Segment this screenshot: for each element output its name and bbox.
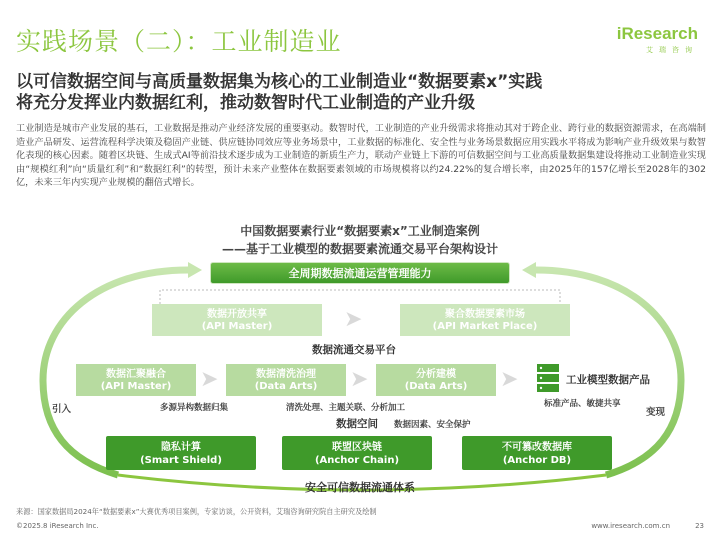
- data-open-share-box: [152, 304, 322, 336]
- data-aggregation-name: 数据汇聚融合: [106, 369, 166, 380]
- data-cleaning-en: (Data Arts): [254, 381, 318, 392]
- import-label: 引入: [52, 404, 72, 415]
- alliance-blockchain-name: 联盟区块链: [332, 442, 382, 453]
- diagram-subtitle: ——基于工业模型的数据要素流通交易平台架构设计: [221, 242, 498, 256]
- data-open-share-en: (API Master): [201, 321, 273, 332]
- diagram-title: 中国数据要素行业“数据要素x”工业制造案例: [240, 224, 480, 238]
- subtitle-line-1: 以可信数据空间与高质量数据集为核心的工业制造业“数据要素x”实践: [16, 72, 543, 92]
- privacy-computing-en: (Smart Shield): [140, 455, 222, 466]
- data-market-box: [400, 304, 570, 336]
- standard-product-label: 标准产品、敏捷共享: [544, 399, 621, 409]
- monetize-label: 变现: [646, 407, 666, 418]
- database-icon: [535, 362, 561, 394]
- platform-label: 数据流通交易平台: [312, 344, 396, 356]
- alliance-blockchain-en: (Anchor Chain): [314, 455, 400, 466]
- cleaning-process-label: 清洗处理、主题关联、分析加工: [286, 403, 406, 413]
- arrow-right-icon: ➤: [350, 367, 369, 392]
- data-open-share-name: 数据开放共享: [207, 309, 267, 320]
- data-cleaning-name: 数据清洗治理: [256, 369, 316, 380]
- analysis-modeling-box: [376, 364, 496, 396]
- website-link[interactable]: www.iresearch.com.cn: [591, 522, 670, 530]
- source-note: 来源：国家数据局2024年“数据要素x”大赛优秀项目案例，专家访谈，公开资料，艾瑞咨询研究院自主研究及绘制: [16, 507, 377, 516]
- arrow-right-icon: ➤: [200, 367, 219, 392]
- subtitle-line-2: 将充分发挥业内数据红利，推动数智时代工业制造的产业升级: [16, 93, 475, 113]
- immutable-db-name: 不可篡改数据库: [502, 442, 572, 453]
- iresearch-logo: [608, 24, 698, 55]
- page-number: 23: [695, 522, 704, 530]
- lifecycle-management-bar: 全周期数据流通运营管理能力: [210, 262, 510, 284]
- data-space-label: 数据空间: [336, 418, 378, 430]
- logo-brand: iResearch: [616, 24, 698, 43]
- immutable-db-box: [462, 436, 612, 470]
- data-market-name: 聚合数据要素市场: [445, 309, 525, 320]
- arrow-right-icon: ➤: [500, 367, 519, 392]
- multi-source-label: 多源异构数据归集: [160, 403, 229, 413]
- data-cleaning-box: [226, 364, 346, 396]
- data-space-sub-label: 数据因素、安全保护: [394, 420, 471, 430]
- privacy-computing-box: [106, 436, 256, 470]
- data-market-en: (API Market Place): [432, 321, 538, 332]
- privacy-computing-name: 隐私计算: [161, 442, 201, 453]
- analysis-modeling-name: 分析建模: [416, 369, 456, 380]
- safety-system-label: 安全可信数据流通体系: [305, 481, 415, 494]
- data-aggregation-en: (API Master): [100, 381, 172, 392]
- copyright: ©2025.8 iResearch Inc.: [16, 522, 99, 530]
- arrow-right-icon: ➤: [344, 307, 363, 332]
- alliance-blockchain-box: [282, 436, 432, 470]
- page-title: 实践场景（二）：工业制造业: [16, 27, 342, 56]
- logo-sub: 艾瑞咨询: [646, 46, 698, 54]
- analysis-modeling-en: (Data Arts): [404, 381, 468, 392]
- subtitle: [16, 72, 706, 114]
- body-paragraph: 工业制造是城市产业发展的基石，工业数据是推动产业经济发展的重要驱动。数智时代，工业制造的产业升级需求将推动其对于跨企业、跨行业的数据资源需求，在高端制造业产品研发、运营流程科学决策及稳固产业链、供应链协同效应等业务场景中，工业数据的标准化、安全性与业务场景数据应用实践水平将成为影响产业升级效果与数智化表现的核心因素。随着区块链、生成式AI等前沿技术逐步成为工业制造的新质生产力，联动产业链上下游的可信数据空间与工业高质量数据集建设将推动工业制造业实现由“规模红利”向“质量红利”和“数据红利”的转型，预计未来产业整体在数据要素领域的市场规模将以约24.22%的复合增长率，由2025年的157亿增长至2028年的302亿，未来三年内实现产业规模的翻倍式增长。: [16, 123, 706, 188]
- industrial-model-product-label: 工业模型数据产品: [566, 374, 650, 386]
- bracket-lines: [150, 284, 570, 306]
- data-aggregation-box: [76, 364, 196, 396]
- immutable-db-en: (Anchor DB): [502, 455, 572, 466]
